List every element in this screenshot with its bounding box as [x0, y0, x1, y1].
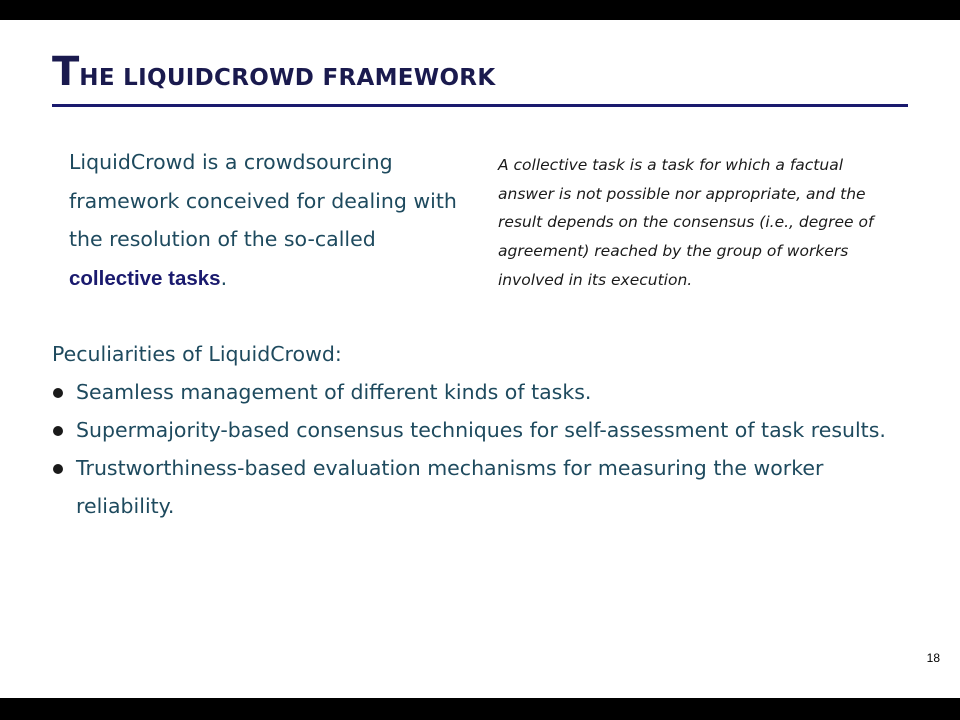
- intro-period: .: [220, 265, 228, 290]
- title-initial-letter: T: [52, 49, 80, 95]
- peculiarities-heading: Peculiarities of LiquidCrowd:: [52, 342, 342, 366]
- intro-emphasis: collective tasks: [69, 266, 221, 290]
- bullet-icon: [53, 426, 63, 436]
- slide-title: [52, 49, 496, 102]
- intro-paragraph: [69, 143, 469, 298]
- list-item-text: Trustworthiness-based evaluation mechanisms for measuring the worker reliability.: [76, 456, 824, 518]
- intro-text: LiquidCrowd is a crowdsourcing framework conceived for dealing with the resolution of the so-called: [69, 150, 457, 251]
- page-number: 18: [926, 651, 940, 665]
- bottom-black-bar: [0, 698, 960, 720]
- bullet-icon: [53, 464, 63, 474]
- title-underline: [52, 104, 908, 107]
- list-item: [52, 373, 902, 411]
- title-text: HE LIQUIDCROWD FRAMEWORK: [79, 65, 496, 91]
- list-item: [52, 411, 902, 449]
- list-item-text: Seamless management of different kinds of tasks.: [76, 380, 592, 404]
- list-item: [52, 449, 902, 525]
- peculiarities-list: [52, 373, 902, 525]
- list-item-text: Supermajority-based consensus techniques for self-assessment of task results.: [76, 418, 886, 442]
- peculiarities-section: [52, 335, 902, 525]
- bullet-icon: [53, 388, 63, 398]
- definition-paragraph: A collective task is a task for which a factual answer is not possible nor appropriate, and the result depends on the consensus (i.e., degree of agreement) reached by the group of workers involved in its execution.: [498, 156, 874, 289]
- top-black-bar: [0, 0, 960, 20]
